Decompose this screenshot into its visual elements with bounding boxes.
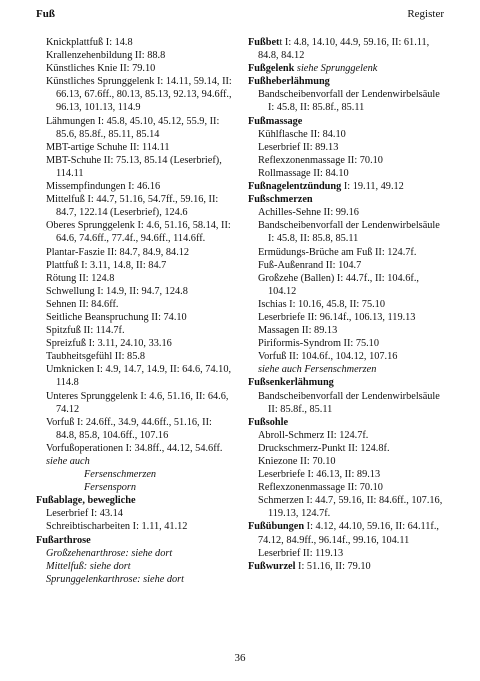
index-headword: Fußbett I: 4.8, 14.10, 44.9, 59.16, II: 61.11, 84.8, 84.12 xyxy=(248,37,430,62)
index-subentry: Rötung II: 124.8 xyxy=(46,272,115,284)
index-cross-reference: Mittelfuß: siehe dort xyxy=(46,560,131,572)
index-subentry: Leserbrief I: 43.14 xyxy=(46,508,123,520)
index-column-right xyxy=(248,36,448,573)
header-section-title: Fuß xyxy=(36,8,55,20)
index-subentry: MBT-artige Schuhe II: 114.11 xyxy=(46,141,170,153)
index-subentry: Spreizfuß I: 3.11, 24.10, 33.16 xyxy=(46,338,172,350)
index-subentry: Schmerzen I: 44.7, 59.16, II: 84.6ff., 107.16, 119.13, 124.7f. xyxy=(258,495,443,520)
index-subentry: Seitliche Beanspruchung II: 74.10 xyxy=(46,311,187,323)
index-subentry: MBT-Schuhe II: 75.13, 85.14 (Leserbrief), 114.11 xyxy=(46,154,222,179)
index-subentry: Vorfußoperationen I: 34.8ff., 44.12, 54.6ff. xyxy=(46,442,223,454)
index-subentry: Kühlflasche II: 84.10 xyxy=(258,128,346,140)
index-cross-reference-target: Fersenschmerzen xyxy=(84,469,157,481)
index-subentry: Plantar-Faszie II: 84.7, 84.9, 84.12 xyxy=(46,246,190,258)
index-subentry: Kniezone II: 70.10 xyxy=(258,456,336,467)
index-cross-reference: Großzehenarthrose: siehe dort xyxy=(46,547,173,559)
index-headword: Fußheberlähmung xyxy=(248,76,330,88)
index-subentry: Großzehe (Ballen) I: 44.7f., II: 104.6f., 104.12 xyxy=(258,272,419,297)
index-headword: Fußgelenk siehe Sprunggelenk xyxy=(248,63,378,75)
index-subentry: Krallenzehenbildung II: 88.8 xyxy=(46,50,166,62)
index-subentry: Piriformis-Syndrom II: 75.10 xyxy=(258,338,379,350)
index-subentry: Bandscheibenvorfall der Lendenwirbelsäule I: 45.8, II: 85.8f., 85.11 xyxy=(258,89,440,114)
page-number: 36 xyxy=(234,652,246,664)
index-subentry: Fuß-Außenrand II: 104.7 xyxy=(258,259,362,271)
index-subentry: Knickplattfuß I: 14.8 xyxy=(46,37,133,48)
index-subentry: Druckschmerz-Punkt II: 124.8f. xyxy=(258,442,390,454)
index-headword: Fußsohle xyxy=(248,416,289,428)
index-subentry: Spitzfuß II: 114.7f. xyxy=(46,325,125,337)
index-cross-reference: siehe auch Fersenschmerzen xyxy=(258,364,377,376)
index-headword: Fußschmerzen xyxy=(248,194,313,206)
index-headword: Fußarthrose xyxy=(36,534,91,546)
index-headword: Fußmassage xyxy=(248,115,303,127)
index-headword: Fußsenkerlähmung xyxy=(248,377,334,389)
index-subentry: Sehnen II: 84.6ff. xyxy=(46,298,119,310)
index-subentry: Taubheitsgefühl II: 85.8 xyxy=(46,351,146,363)
index-subentry: Mittelfuß I: 44.7, 51.16, 54.7ff., 59.16, II: 84.7, 122.14 (Leserbrief), 124.6 xyxy=(46,194,219,219)
index-subentry: Künstliches Sprunggelenk I: 14.11, 59.14, II: 66.13, 67.6ff., 80.13, 85.13, 92.13, 94.6ff., 96.13, 101.13, 114.9 xyxy=(46,76,232,114)
header-register-label: Register xyxy=(407,8,444,20)
index-subentry: Umknicken I: 4.9, 14.7, 14.9, II: 64.6, 74.10, 114.8 xyxy=(46,364,232,389)
index-subentry: Bandscheibenvorfall der Lendenwirbelsäule I: 45.8, II: 85.8, 85.11 xyxy=(258,220,440,245)
index-subentry: Leserbrief II: 89.13 xyxy=(258,141,339,153)
index-column-left xyxy=(36,36,232,586)
index-subentry: Ermüdungs-Brüche am Fuß II: 124.7f. xyxy=(258,246,417,258)
index-headword: Fußablage, bewegliche xyxy=(36,495,136,507)
index-subentry: Bandscheibenvorfall der Lendenwirbelsäule II: 85.8f., 85.11 xyxy=(258,390,440,415)
index-subentry: Leserbriefe II: 96.14f., 106.13, 119.13 xyxy=(258,311,416,323)
running-header xyxy=(36,8,444,24)
index-cross-reference: Sprunggelenkarthrose: siehe dort xyxy=(46,573,185,585)
index-subentry: Massagen II: 89.13 xyxy=(258,325,338,337)
index-subentry: Reflexzonenmassage II: 70.10 xyxy=(258,482,383,494)
index-subentry: Oberes Sprunggelenk I: 4.6, 51.16, 58.14, II: 64.6, 74.6ff., 77.4f., 94.6ff., 114.6ff. xyxy=(46,220,231,245)
index-headword: Fußwurzel I: 51.16, II: 79.10 xyxy=(248,560,371,572)
index-cross-reference-target: Fersensporn xyxy=(84,482,137,494)
index-subentry: Schwellung I: 14.9, II: 94.7, 124.8 xyxy=(46,285,188,297)
index-subentry: Lähmungen I: 45.8, 45.10, 45.12, 55.9, II: 85.6, 85.8f., 85.11, 85.14 xyxy=(46,115,220,140)
index-subentry: Plattfuß I: 3.11, 14.8, II: 84.7 xyxy=(46,259,167,271)
index-headword: Fußnagelentzündung I: 19.11, 49.12 xyxy=(248,181,404,193)
index-subentry: Vorfuß II: 104.6f., 104.12, 107.16 xyxy=(258,351,398,363)
index-headword: Fußübungen I: 4.12, 44.10, 59.16, II: 64.11f., 74.12, 84.9ff., 96.14f., 99.16, 104.11 xyxy=(248,521,440,546)
index-subentry: Ischias I: 10.16, 45.8, II: 75.10 xyxy=(258,298,385,310)
index-subentry: Abroll-Schmerz II: 124.7f. xyxy=(258,429,369,441)
index-subentry: Achilles-Sehne II: 99.16 xyxy=(258,207,359,219)
index-subentry: Schreibtischarbeiten I: 1.11, 41.12 xyxy=(46,521,188,533)
index-subentry: Reflexzonenmassage II: 70.10 xyxy=(258,154,383,166)
index-subentry: Vorfuß I: 24.6ff., 34.9, 44.6ff., 51.16, II: 84.8, 85.8, 104.6ff., 107.16 xyxy=(46,416,212,441)
index-cross-reference: siehe auch xyxy=(46,456,90,467)
index-subentry: Unteres Sprunggelenk I: 4.6, 51.16, II: 64.6, 74.12 xyxy=(46,390,229,415)
index-subentry: Rollmassage II: 84.10 xyxy=(258,167,349,179)
index-subentry: Leserbriefe I: 46.13, II: 89.13 xyxy=(258,469,381,481)
index-subentry: Missempfindungen I: 46.16 xyxy=(46,181,161,193)
index-subentry: Künstliches Knie II: 79.10 xyxy=(46,63,156,75)
index-subentry: Leserbrief II: 119.13 xyxy=(258,547,344,559)
